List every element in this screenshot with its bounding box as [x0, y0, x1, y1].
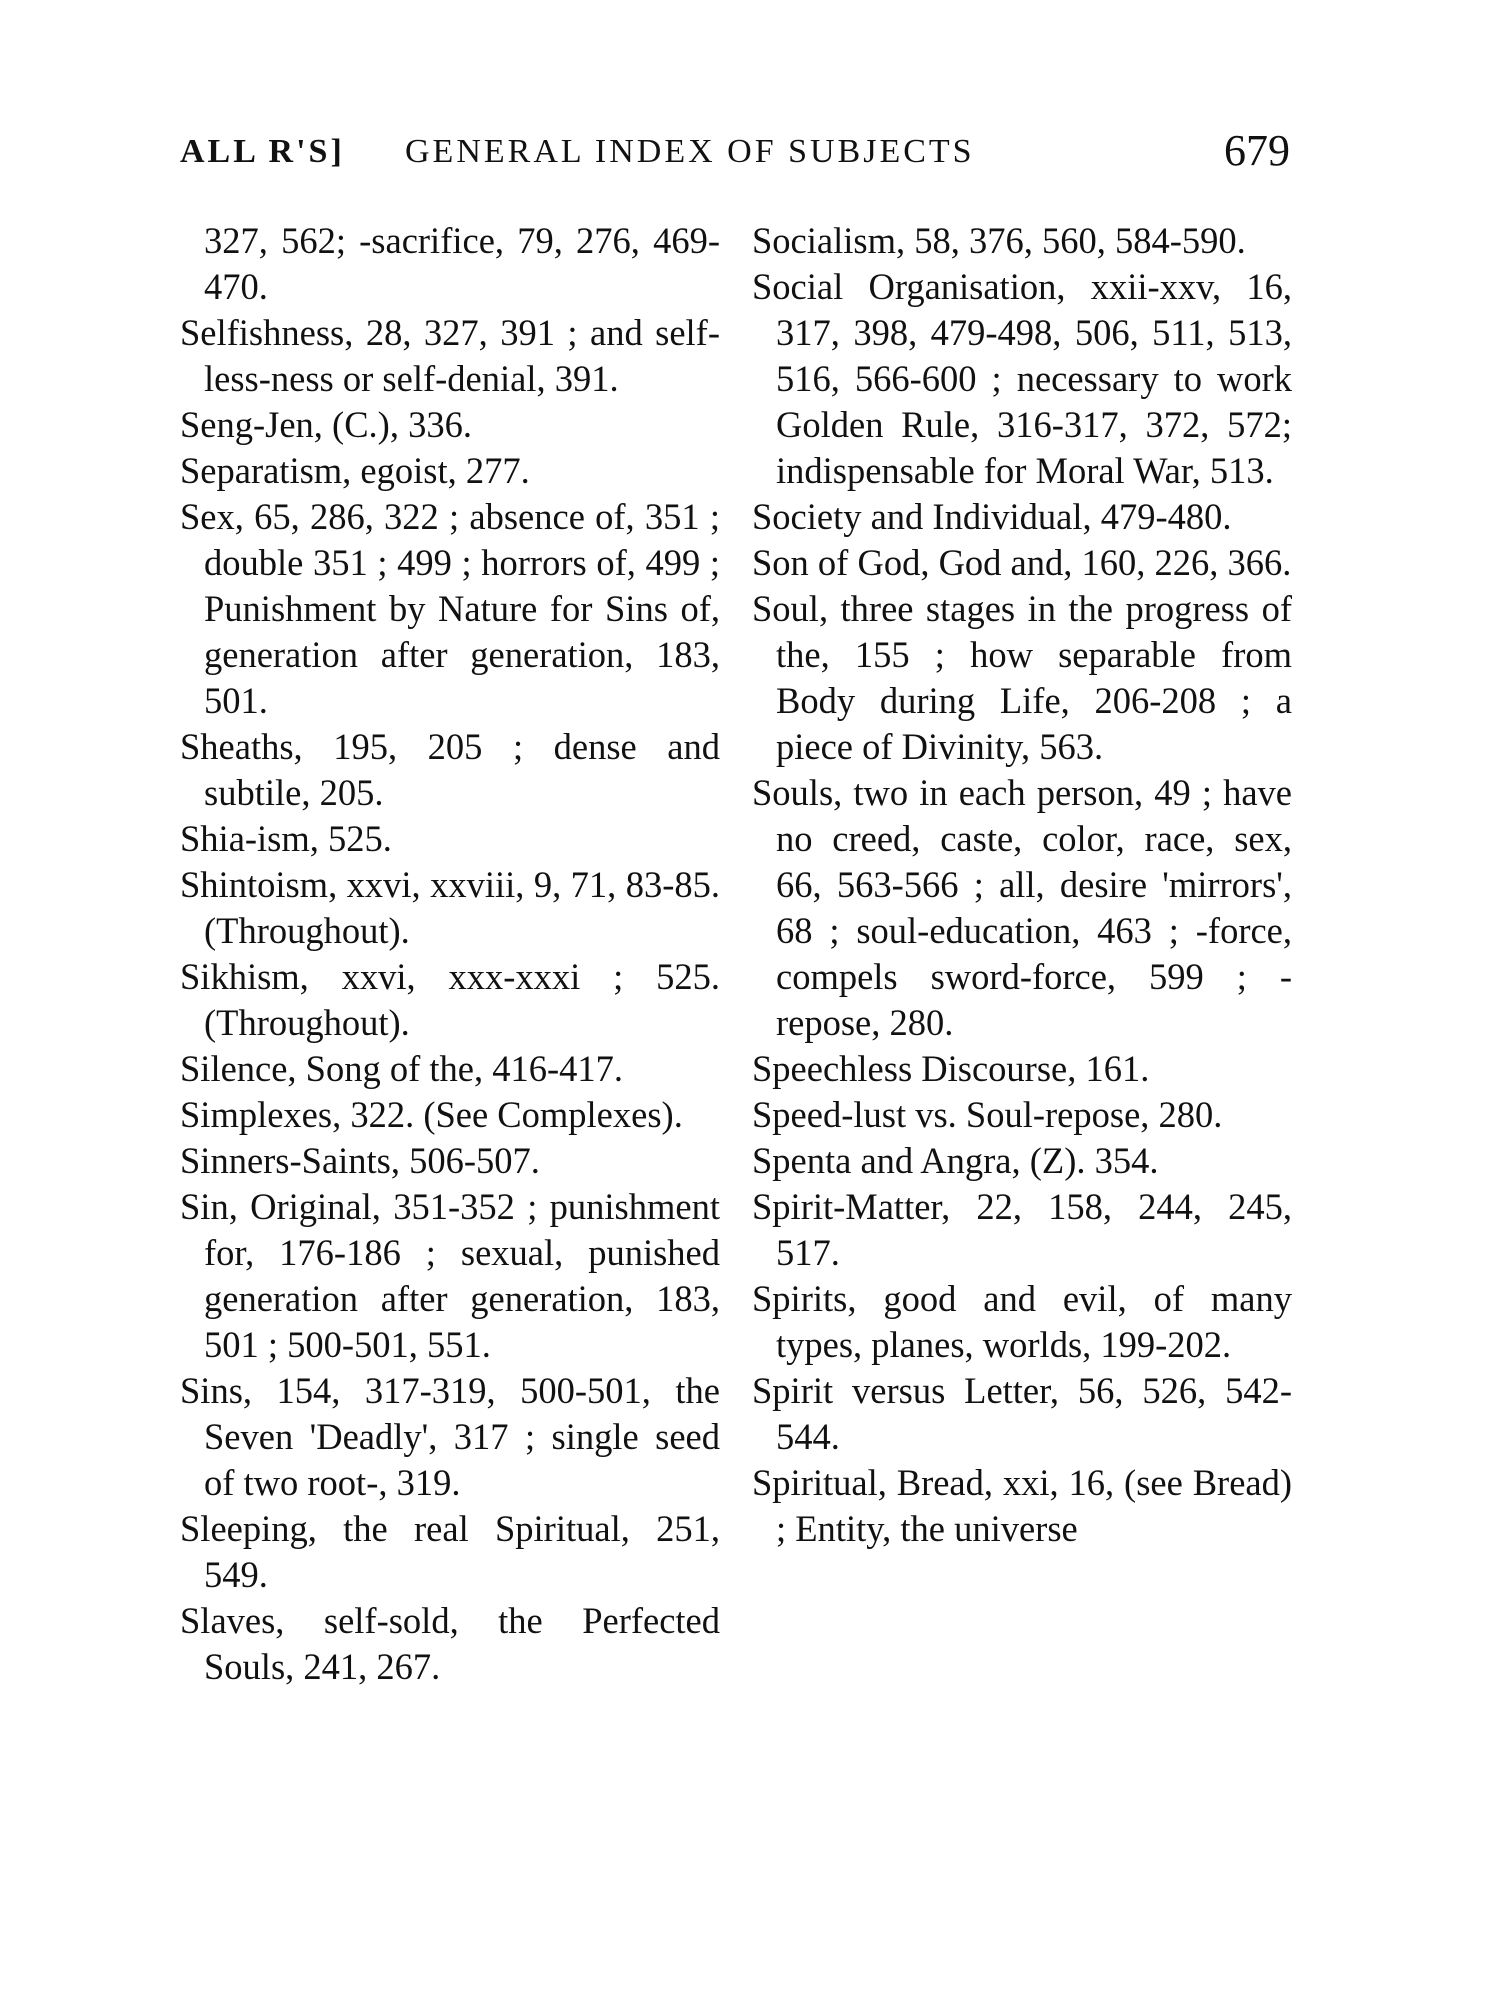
index-entry: Speed-lust vs. Soul-repose, 280. [752, 1094, 1223, 1135]
index-entry: Social Organisation, xxii-xxv, 16, 317, 398, 479-498, 506, 511, 513, 516, 566-600 ; necessary to work Golden Rule, 316-317, 372, 572; indispensable for Moral War, 513. [752, 266, 1292, 491]
index-entry: Society and Individual, 479-480. [752, 496, 1232, 537]
index-entry: Sin, Original, 351-352 ; punishment for, 176-186 ; sexual, punished generation after generation, 183, 501 ; 500-501, 551. [180, 1186, 720, 1365]
index-entry: Spiritual, Bread, xxi, 16, (see Bread) ; Entity, the universe [752, 1462, 1292, 1549]
index-entry: Sex, 65, 286, 322 ; absence of, 351 ; double 351 ; 499 ; horrors of, 499 ; Punishment by Nature for Sins of, generation after generation, 183, 501. [180, 496, 720, 721]
index-entry: Seng-Jen, (C.), 336. [180, 404, 472, 445]
index-entry: Separatism, egoist, 277. [180, 450, 530, 491]
header-left-guide: ALL R'S] [180, 133, 345, 170]
index-entry: Sinners-Saints, 506-507. [180, 1140, 540, 1181]
index-entry: Socialism, 58, 376, 560, 584-590. [752, 220, 1246, 261]
index-entry: Shia-ism, 525. [180, 818, 392, 859]
index-entry: Souls, two in each person, 49 ; have no creed, caste, color, race, sex, 66, 563-566 ; all, desire 'mirrors', 68 ; soul-education, 463 ; -force, compels sword-force, 599 ; -repose, 280. [752, 772, 1292, 1043]
index-entry: Spirit versus Letter, 56, 526, 542-544. [752, 1370, 1292, 1457]
index-entry: Spenta and Angra, (Z). 354. [752, 1140, 1159, 1181]
index-column-right [752, 218, 1292, 1552]
index-entry: Silence, Song of the, 416-417. [180, 1048, 624, 1089]
index-entry: 327, 562; -sacrifice, 79, 276, 469-470. [204, 220, 720, 307]
index-column-left [180, 218, 720, 1690]
index-entry: Speechless Discourse, 161. [752, 1048, 1150, 1089]
index-entry: Sleeping, the real Spiritual, 251, 549. [180, 1508, 720, 1595]
page-number: 679 [1224, 126, 1290, 175]
index-entry: Soul, three stages in the progress of the, 155 ; how separable from Body during Life, 206-208 ; a piece of Divinity, 563. [752, 588, 1292, 767]
index-entry: Son of God, God and, 160, 226, 366. [752, 542, 1292, 583]
index-entry: Simplexes, 322. (See Complexes). [180, 1094, 683, 1135]
header-title: GENERAL INDEX OF SUBJECTS [405, 133, 975, 170]
index-entry: Sheaths, 195, 205 ; dense and subtile, 205. [180, 726, 720, 813]
index-entry: Spirits, good and evil, of many types, planes, worlds, 199-202. [752, 1278, 1292, 1365]
index-entry: Shintoism, xxvi, xxviii, 9, 71, 83-85. (Throughout). [180, 864, 720, 951]
index-entry: Sikhism, xxvi, xxx-xxxi ; 525. (Throughout). [180, 956, 720, 1043]
running-header [180, 125, 1290, 181]
index-entry: Selfishness, 28, 327, 391 ; and self-less-ness or self-denial, 391. [180, 312, 720, 399]
index-entry: Sins, 154, 317-319, 500-501, the Seven 'Deadly', 317 ; single seed of two root-, 319. [180, 1370, 720, 1503]
index-entry: Spirit-Matter, 22, 158, 244, 245, 517. [752, 1186, 1292, 1273]
index-entry: Slaves, self-sold, the Perfected Souls, 241, 267. [180, 1600, 720, 1687]
